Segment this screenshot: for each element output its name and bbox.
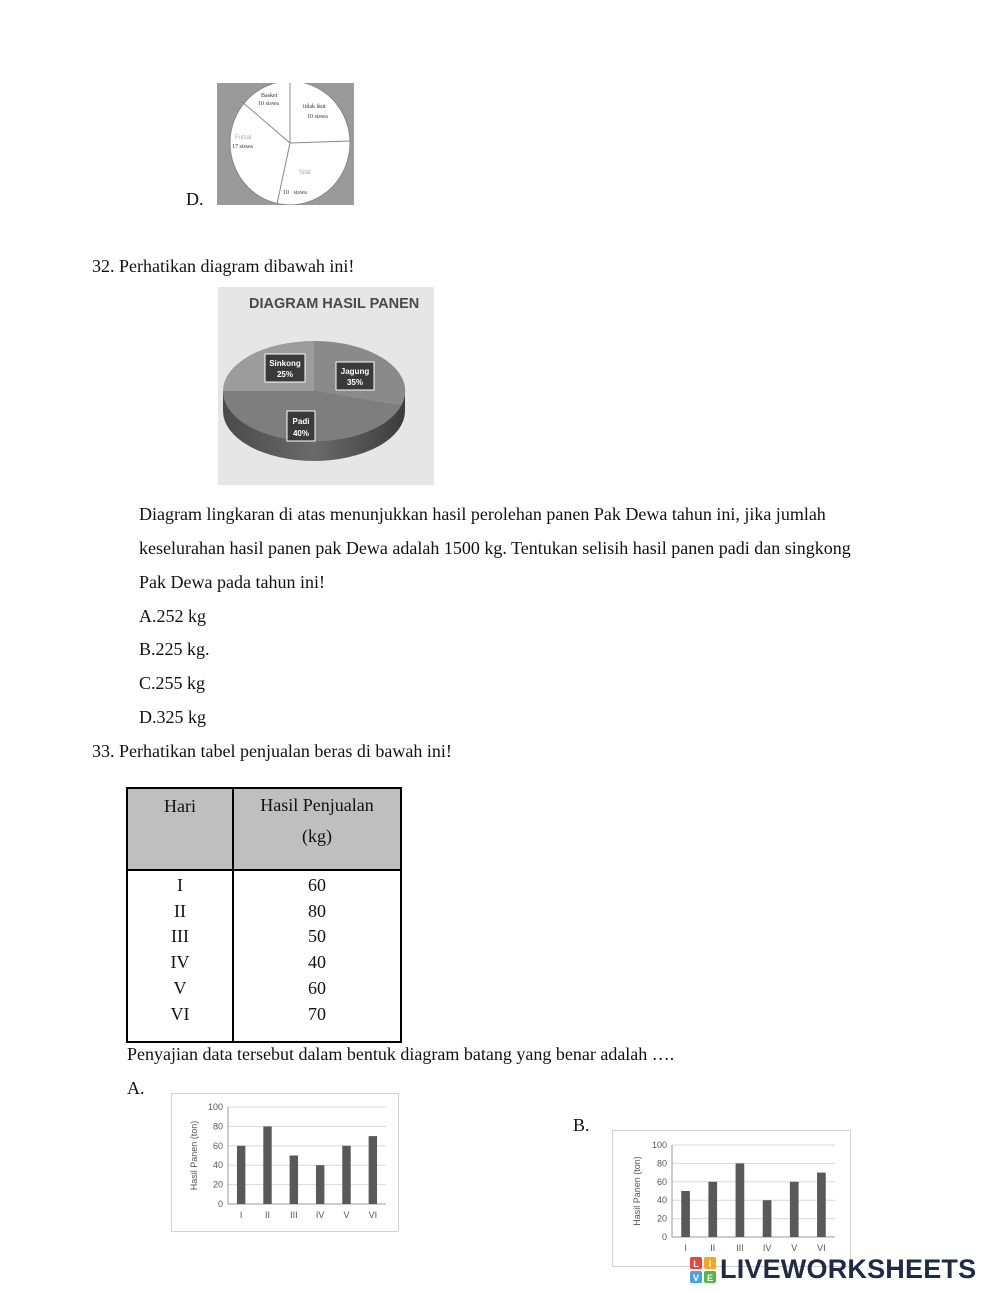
x-tick-label: VI [368, 1210, 378, 1220]
option-d-label[interactable]: D. [186, 189, 204, 209]
bar [736, 1163, 745, 1237]
table-cell: 50 [308, 926, 326, 947]
bar [763, 1200, 772, 1237]
question-33-prompt: Penyajian data tersebut dalam bentuk diagram batang yang benar adalah …. [127, 1044, 675, 1064]
table-cell: I [177, 875, 183, 895]
bar-chart-b-svg [613, 1131, 850, 1266]
table-body-row [127, 870, 401, 1042]
column-hari-values [127, 870, 233, 1042]
q32-paragraph-line-3: Pak Dewa pada tahun ini! [139, 572, 325, 592]
table-cell: IV [170, 952, 190, 973]
x-tick-label: I [684, 1243, 687, 1253]
y-tick-label: 60 [656, 1176, 667, 1187]
label-padi: Padi [292, 417, 310, 426]
q32-option-d[interactable]: D.325 kg [139, 707, 206, 727]
y-tick-label: 80 [656, 1158, 667, 1169]
table-header-row [127, 788, 401, 870]
bar [369, 1136, 377, 1204]
table-cell: 40 [308, 952, 326, 973]
option-b-label[interactable]: B. [573, 1115, 590, 1135]
logo-icon [690, 1254, 718, 1284]
header-hasil-penjualan: Hasil Penjualan (kg) [233, 788, 401, 870]
pie-d-label-basket: Basket [261, 93, 278, 99]
table-cell: V [173, 977, 187, 998]
x-tick-label: III [736, 1243, 744, 1253]
bar-chart-option-a[interactable] [171, 1093, 399, 1232]
bar [290, 1156, 298, 1205]
y-tick-label: 40 [212, 1160, 223, 1171]
bar [342, 1146, 350, 1204]
x-tick-label: VI [817, 1243, 826, 1253]
x-tick-label: V [343, 1210, 350, 1220]
y-tick-label: 100 [207, 1102, 223, 1112]
pie-d-count-futsal: 17 siswa [232, 144, 253, 150]
q32-paragraph-line-1: Diagram lingkaran di atas menunjukkan hasil perolehan panen Pak Dewa tahun ini, jika jumlah [139, 504, 826, 524]
table-cell: 60 [308, 875, 326, 895]
q32-option-b[interactable]: B.225 kg. [139, 639, 210, 659]
y-tick-label: 80 [212, 1121, 223, 1132]
table-cell: 80 [308, 900, 326, 921]
table-cell: II [174, 900, 186, 921]
table-cell: III [171, 926, 189, 947]
y-tick-label: 60 [212, 1140, 223, 1151]
y-tick-label: 100 [651, 1140, 667, 1150]
bar [708, 1182, 717, 1237]
y-tick-label: 20 [212, 1179, 223, 1190]
logo-letter: V [692, 1273, 700, 1283]
sales-table [126, 787, 402, 1043]
y-axis-title: Hasil Panen (ton) [632, 1156, 642, 1226]
label-sinkong: Sinkong [269, 359, 301, 368]
bar-chart-a-svg [172, 1094, 398, 1231]
logo-letter: L [693, 1259, 699, 1269]
panen-svg [218, 287, 434, 485]
x-tick-label: IV [315, 1210, 325, 1220]
logo-letter: E [706, 1273, 714, 1283]
pie-d-label-silat: Silat [299, 170, 311, 176]
pie-chart-option-d[interactable] [217, 83, 354, 205]
bar [263, 1126, 271, 1204]
pie-d-label-futsal: Futsal [235, 135, 252, 141]
pie-d-label-tidak-ikut: tidak ikut [303, 104, 326, 110]
table-cell: 60 [308, 977, 326, 998]
pie-d-count-silat: 10 siswa [283, 190, 307, 196]
label-sinkong-pct: 25% [276, 370, 294, 379]
y-tick-label: 0 [661, 1232, 667, 1242]
y-tick-label: 0 [217, 1199, 223, 1209]
table-cell: VI [170, 1003, 190, 1024]
y-tick-label: 20 [656, 1213, 667, 1224]
label-jagung-pct: 35% [346, 378, 364, 387]
label-padi-pct: 40% [292, 429, 310, 438]
label-jagung: Jagung [340, 367, 370, 376]
x-tick-label: IV [762, 1243, 772, 1253]
pie-d-svg [217, 83, 354, 205]
x-tick-label: II [264, 1210, 271, 1220]
x-tick-label: I [239, 1210, 243, 1220]
panen-chart-title: DIAGRAM HASIL PANEN [249, 296, 420, 312]
table-cell: 70 [308, 1003, 326, 1024]
x-tick-label: III [290, 1210, 298, 1220]
y-tick-label: 40 [656, 1195, 667, 1206]
option-a-label[interactable]: A. [127, 1078, 145, 1098]
question-33-title: 33. Perhatikan tabel penjualan beras di bawah ini! [92, 741, 452, 761]
y-axis-title: Hasil Panen (ton) [189, 1120, 199, 1191]
liveworksheets-logo[interactable] [690, 1254, 977, 1284]
question-32-title: 32. Perhatikan diagram dibawah ini! [92, 256, 355, 276]
bar [237, 1146, 245, 1204]
pie-d-count-tidak-ikut: 10 siswa [307, 114, 328, 120]
diagram-hasil-panen [218, 287, 434, 485]
header-hari: Hari [127, 788, 233, 870]
x-tick-label: V [791, 1243, 798, 1253]
logo-letter: I [708, 1259, 712, 1269]
bar [316, 1165, 324, 1204]
column-hasil-values [233, 870, 401, 1042]
pie-d-count-basket: 10 siswa [258, 101, 279, 107]
bar [790, 1182, 799, 1237]
bar-chart-option-b[interactable] [612, 1130, 851, 1267]
bar [681, 1191, 690, 1237]
bar [817, 1173, 826, 1237]
q32-paragraph-line-2: keselurahan hasil panen pak Dewa adalah 1500 kg. Tentukan selisih hasil panen padi dan singkong [139, 538, 851, 558]
logo-wordmark: LIVEWORKSHEETS [720, 1254, 977, 1284]
x-tick-label: II [710, 1243, 716, 1253]
q32-option-a[interactable]: A.252 kg [139, 606, 206, 626]
q32-option-c[interactable]: C.255 kg [139, 673, 206, 693]
